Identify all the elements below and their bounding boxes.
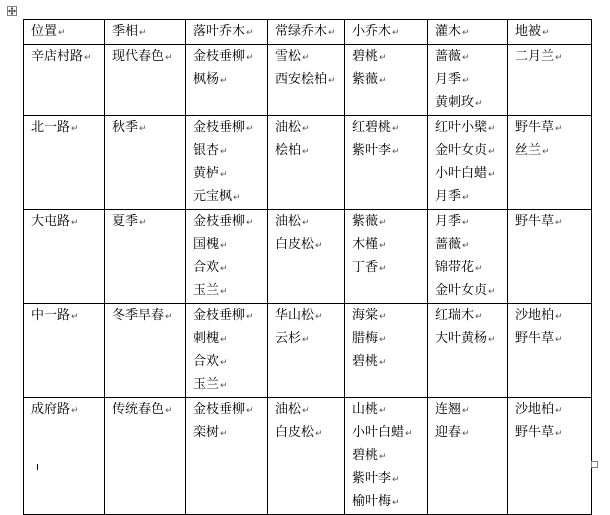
cell-line bbox=[515, 211, 591, 234]
cell-text: 油松 bbox=[275, 120, 302, 135]
cell-text: 红瑞木 bbox=[435, 308, 475, 323]
paragraph-mark-icon: ↵ bbox=[220, 147, 228, 157]
paragraph-mark-icon: ↵ bbox=[220, 241, 228, 251]
paragraph-mark-icon: ↵ bbox=[475, 264, 483, 274]
cell-text: 碧桃 bbox=[352, 354, 379, 369]
cell-text: 落叶乔木 bbox=[193, 24, 246, 39]
cell-text: 红叶小檗 bbox=[435, 120, 488, 135]
table-row bbox=[24, 210, 592, 304]
paragraph-mark-icon: ↵ bbox=[165, 53, 173, 63]
paragraph-mark-icon: ↵ bbox=[71, 406, 79, 416]
cell-text: 迎春 bbox=[435, 425, 462, 440]
cell-text: 二月兰 bbox=[515, 49, 555, 64]
cell-small-tree[interactable] bbox=[345, 116, 428, 210]
cell-line bbox=[435, 163, 507, 186]
paragraph-mark-icon: ↵ bbox=[462, 218, 470, 228]
cell-season[interactable] bbox=[105, 116, 186, 210]
paragraph-mark-icon: ↵ bbox=[246, 28, 254, 38]
paragraph-mark-icon: ↵ bbox=[379, 406, 387, 416]
header-row bbox=[24, 20, 592, 45]
cell-text: 枫杨 bbox=[193, 72, 220, 87]
cell-season[interactable] bbox=[105, 398, 186, 515]
cell-text: 传统春色 bbox=[112, 402, 165, 417]
cell-line bbox=[435, 305, 507, 328]
cell-text: 紫叶李 bbox=[352, 143, 392, 158]
cell-line bbox=[435, 117, 507, 140]
paragraph-mark-icon: ↵ bbox=[379, 312, 387, 322]
cell-line bbox=[193, 46, 267, 69]
cell-line bbox=[352, 211, 427, 234]
cell-text: 连翘 bbox=[435, 402, 462, 417]
cell-shrub[interactable] bbox=[428, 45, 508, 116]
cell-text: 桧柏 bbox=[275, 143, 302, 158]
cell-text: 油松 bbox=[275, 402, 302, 417]
cell-text: 野牛草 bbox=[515, 214, 555, 229]
cell-small-tree[interactable] bbox=[345, 398, 428, 515]
cell-location[interactable] bbox=[24, 304, 105, 398]
cell-text: 紫薇 bbox=[352, 72, 379, 87]
paragraph-mark-icon: ↵ bbox=[555, 124, 563, 134]
paragraph-mark-icon: ↵ bbox=[555, 429, 563, 439]
paragraph-mark-icon: ↵ bbox=[302, 406, 310, 416]
cell-ground[interactable] bbox=[508, 116, 592, 210]
cell-line bbox=[515, 21, 591, 44]
cell-line bbox=[515, 305, 591, 328]
header-cell[interactable] bbox=[186, 20, 268, 45]
cell-line bbox=[435, 46, 507, 69]
paragraph-mark-icon: ↵ bbox=[462, 28, 470, 38]
cell-line bbox=[193, 21, 267, 44]
cell-line bbox=[435, 186, 507, 209]
paragraph-mark-icon: ↵ bbox=[379, 241, 387, 251]
paragraph-mark-icon: ↵ bbox=[220, 170, 228, 180]
cell-text: 辛店村路 bbox=[31, 49, 84, 64]
planting-table bbox=[23, 19, 592, 515]
cell-small-tree[interactable] bbox=[345, 304, 428, 398]
cell-ground[interactable] bbox=[508, 398, 592, 515]
cell-line bbox=[352, 399, 427, 422]
paragraph-mark-icon: ↵ bbox=[165, 312, 173, 322]
cell-text: 雪松 bbox=[275, 49, 302, 64]
cell-text: 地被 bbox=[515, 24, 542, 39]
cell-text: 月季 bbox=[435, 214, 462, 229]
cell-line bbox=[435, 92, 507, 115]
cell-line bbox=[352, 468, 427, 491]
paragraph-mark-icon: ↵ bbox=[379, 358, 387, 368]
paragraph-mark-icon: ↵ bbox=[220, 76, 228, 86]
text-cursor bbox=[37, 464, 38, 470]
cell-evergreen[interactable] bbox=[268, 210, 345, 304]
paragraph-mark-icon: ↵ bbox=[139, 124, 147, 134]
cell-line bbox=[31, 117, 104, 140]
cell-shrub[interactable] bbox=[428, 398, 508, 515]
cell-line bbox=[352, 305, 427, 328]
cell-deciduous[interactable] bbox=[186, 210, 268, 304]
paragraph-mark-icon: ↵ bbox=[220, 381, 228, 391]
cell-text: 合欢 bbox=[193, 354, 220, 369]
cell-line bbox=[435, 280, 507, 303]
paragraph-mark-icon: ↵ bbox=[379, 264, 387, 274]
cell-text: 木槿 bbox=[352, 237, 379, 252]
cell-line bbox=[352, 46, 427, 69]
cell-text: 野牛草 bbox=[515, 331, 555, 346]
cell-line bbox=[515, 117, 591, 140]
paragraph-mark-icon: ↵ bbox=[71, 312, 79, 322]
paragraph-mark-icon: ↵ bbox=[392, 475, 400, 485]
paragraph-mark-icon: ↵ bbox=[139, 218, 147, 228]
paragraph-mark-icon: ↵ bbox=[392, 124, 400, 134]
paragraph-mark-icon: ↵ bbox=[220, 429, 228, 439]
cell-text: 碧桃 bbox=[352, 49, 379, 64]
paragraph-mark-icon: ↵ bbox=[462, 429, 470, 439]
paragraph-mark-icon: ↵ bbox=[379, 452, 387, 462]
cell-text: 沙地柏 bbox=[515, 308, 555, 323]
cell-text: 白皮松 bbox=[275, 237, 315, 252]
cell-small-tree[interactable] bbox=[345, 45, 428, 116]
paragraph-mark-icon: ↵ bbox=[392, 28, 400, 38]
cell-text: 野牛草 bbox=[515, 425, 555, 440]
paragraph-mark-icon: ↵ bbox=[71, 124, 79, 134]
cell-line bbox=[435, 422, 507, 445]
cell-line bbox=[275, 305, 344, 328]
paragraph-mark-icon: ↵ bbox=[302, 147, 310, 157]
cell-text: 刺槐 bbox=[193, 331, 220, 346]
paragraph-mark-icon: ↵ bbox=[379, 218, 387, 228]
paragraph-mark-icon: ↵ bbox=[379, 335, 387, 345]
cell-text: 玉兰 bbox=[193, 283, 220, 298]
paragraph-mark-icon: ↵ bbox=[475, 312, 483, 322]
cell-text: 蔷薇 bbox=[435, 237, 462, 252]
cell-line bbox=[112, 46, 185, 69]
cell-line bbox=[193, 305, 267, 328]
cell-line bbox=[275, 21, 344, 44]
cell-line bbox=[352, 140, 427, 163]
cell-text: 秋季 bbox=[112, 120, 139, 135]
cell-text: 位置 bbox=[31, 24, 58, 39]
cell-shrub[interactable] bbox=[428, 116, 508, 210]
cell-line bbox=[515, 140, 591, 163]
cell-line bbox=[193, 374, 267, 397]
cell-line bbox=[112, 305, 185, 328]
cell-text: 腊梅 bbox=[352, 331, 379, 346]
cell-line bbox=[435, 69, 507, 92]
cell-line bbox=[31, 21, 104, 44]
cell-text: 黄栌 bbox=[193, 166, 220, 181]
cell-line bbox=[352, 351, 427, 374]
cell-evergreen[interactable] bbox=[268, 398, 345, 515]
paragraph-mark-icon: ↵ bbox=[405, 429, 413, 439]
cell-line bbox=[193, 399, 267, 422]
paragraph-mark-icon: ↵ bbox=[315, 429, 323, 439]
paragraph-mark-icon: ↵ bbox=[555, 53, 563, 63]
cell-ground[interactable] bbox=[508, 210, 592, 304]
table-row bbox=[24, 304, 592, 398]
cell-line bbox=[352, 328, 427, 351]
paragraph-mark-icon: ↵ bbox=[462, 53, 470, 63]
header-cell[interactable] bbox=[268, 20, 345, 45]
cell-line bbox=[275, 422, 344, 445]
cell-location[interactable] bbox=[24, 45, 105, 116]
cell-text: 沙地柏 bbox=[515, 402, 555, 417]
table-row bbox=[24, 45, 592, 116]
paragraph-mark-icon: ↵ bbox=[462, 193, 470, 203]
cell-season[interactable] bbox=[105, 210, 186, 304]
cell-text: 月季 bbox=[435, 72, 462, 87]
paragraph-mark-icon: ↵ bbox=[220, 287, 228, 297]
cell-text: 季相 bbox=[112, 24, 139, 39]
cell-line bbox=[275, 140, 344, 163]
cell-text: 国槐 bbox=[193, 237, 220, 252]
paragraph-mark-icon: ↵ bbox=[328, 76, 336, 86]
paragraph-mark-icon: ↵ bbox=[58, 28, 66, 38]
cell-line bbox=[193, 257, 267, 280]
cell-line bbox=[435, 211, 507, 234]
paragraph-mark-icon: ↵ bbox=[488, 124, 496, 134]
paragraph-mark-icon: ↵ bbox=[315, 312, 323, 322]
cell-text: 小叶白蜡 bbox=[435, 166, 488, 181]
cell-text: 金枝垂柳 bbox=[193, 402, 246, 417]
cell-evergreen[interactable] bbox=[268, 116, 345, 210]
cell-text: 玉兰 bbox=[193, 377, 220, 392]
paragraph-mark-icon: ↵ bbox=[84, 53, 92, 63]
cell-text: 北一路 bbox=[31, 120, 71, 135]
cell-text: 大叶黄杨 bbox=[435, 331, 488, 346]
cell-line bbox=[275, 117, 344, 140]
cell-line bbox=[435, 399, 507, 422]
cell-text: 合欢 bbox=[193, 260, 220, 275]
cell-text: 中一路 bbox=[31, 308, 71, 323]
paragraph-mark-icon: ↵ bbox=[555, 218, 563, 228]
cell-deciduous[interactable] bbox=[186, 45, 268, 116]
cell-text: 锦带花 bbox=[435, 260, 475, 275]
cell-line bbox=[515, 399, 591, 422]
table-resize-handle[interactable] bbox=[591, 461, 598, 468]
cell-text: 月季 bbox=[435, 189, 462, 204]
cell-line bbox=[193, 422, 267, 445]
paragraph-mark-icon: ↵ bbox=[555, 335, 563, 345]
move-arrows-icon bbox=[8, 7, 16, 15]
cell-line bbox=[435, 328, 507, 351]
cell-line bbox=[193, 211, 267, 234]
paragraph-mark-icon: ↵ bbox=[246, 53, 254, 63]
cell-line bbox=[275, 328, 344, 351]
cell-line bbox=[275, 69, 344, 92]
cell-text: 金枝垂柳 bbox=[193, 120, 246, 135]
paragraph-mark-icon: ↵ bbox=[475, 99, 483, 109]
cell-text: 元宝枫 bbox=[193, 189, 233, 204]
cell-season[interactable] bbox=[105, 304, 186, 398]
cell-text: 金枝垂柳 bbox=[193, 308, 246, 323]
paragraph-mark-icon: ↵ bbox=[220, 335, 228, 345]
cell-line bbox=[275, 211, 344, 234]
table-row bbox=[24, 398, 592, 515]
paragraph-mark-icon: ↵ bbox=[392, 498, 400, 508]
cell-text: 银杏 bbox=[193, 143, 220, 158]
cell-line bbox=[193, 234, 267, 257]
cell-line bbox=[435, 234, 507, 257]
cell-text: 榆叶梅 bbox=[352, 494, 392, 509]
cell-location[interactable] bbox=[24, 398, 105, 515]
cell-text: 成府路 bbox=[31, 402, 71, 417]
cell-text: 金枝垂柳 bbox=[193, 214, 246, 229]
cell-text: 大屯路 bbox=[31, 214, 71, 229]
paragraph-mark-icon: ↵ bbox=[542, 147, 550, 157]
cell-text: 紫薇 bbox=[352, 214, 379, 229]
cell-line bbox=[193, 186, 267, 209]
cell-text: 黄刺玫 bbox=[435, 95, 475, 110]
paragraph-mark-icon: ↵ bbox=[220, 358, 228, 368]
paragraph-mark-icon: ↵ bbox=[555, 406, 563, 416]
cell-line bbox=[112, 21, 185, 44]
cell-line bbox=[31, 305, 104, 328]
header-cell[interactable] bbox=[428, 20, 508, 45]
cell-ground[interactable] bbox=[508, 45, 592, 116]
cell-line bbox=[31, 399, 104, 422]
paragraph-mark-icon: ↵ bbox=[246, 218, 254, 228]
table-move-handle[interactable] bbox=[7, 6, 17, 16]
cell-line bbox=[193, 163, 267, 186]
cell-text: 小乔木 bbox=[352, 24, 392, 39]
cell-line bbox=[193, 69, 267, 92]
cell-line bbox=[352, 69, 427, 92]
cell-text: 野牛草 bbox=[515, 120, 555, 135]
cell-season[interactable] bbox=[105, 45, 186, 116]
cell-line bbox=[515, 328, 591, 351]
cell-line bbox=[193, 351, 267, 374]
cell-line bbox=[435, 21, 507, 44]
paragraph-mark-icon: ↵ bbox=[379, 76, 387, 86]
cell-line bbox=[193, 140, 267, 163]
paragraph-mark-icon: ↵ bbox=[71, 218, 79, 228]
cell-line bbox=[352, 445, 427, 468]
cell-line bbox=[515, 46, 591, 69]
cell-text: 白皮松 bbox=[275, 425, 315, 440]
cell-line bbox=[435, 140, 507, 163]
paragraph-mark-icon: ↵ bbox=[302, 218, 310, 228]
cell-text: 山桃 bbox=[352, 402, 379, 417]
paragraph-mark-icon: ↵ bbox=[302, 335, 310, 345]
header-cell[interactable] bbox=[105, 20, 186, 45]
cell-line bbox=[112, 211, 185, 234]
cell-line bbox=[352, 117, 427, 140]
cell-line bbox=[112, 399, 185, 422]
cell-location[interactable] bbox=[24, 210, 105, 304]
cell-text: 碧桃 bbox=[352, 448, 379, 463]
cell-line bbox=[275, 234, 344, 257]
header-cell[interactable] bbox=[508, 20, 592, 45]
paragraph-mark-icon: ↵ bbox=[246, 124, 254, 134]
cell-text: 丝兰 bbox=[515, 143, 542, 158]
paragraph-mark-icon: ↵ bbox=[315, 241, 323, 251]
paragraph-mark-icon: ↵ bbox=[302, 53, 310, 63]
cell-text: 金叶女贞 bbox=[435, 143, 488, 158]
paragraph-mark-icon: ↵ bbox=[220, 264, 228, 274]
cell-deciduous[interactable] bbox=[186, 116, 268, 210]
cell-line bbox=[31, 211, 104, 234]
paragraph-mark-icon: ↵ bbox=[233, 193, 241, 203]
paragraph-mark-icon: ↵ bbox=[462, 76, 470, 86]
cell-text: 金叶女贞 bbox=[435, 283, 488, 298]
cell-evergreen[interactable] bbox=[268, 45, 345, 116]
paragraph-mark-icon: ↵ bbox=[488, 170, 496, 180]
cell-evergreen[interactable] bbox=[268, 304, 345, 398]
cell-line bbox=[193, 280, 267, 303]
paragraph-mark-icon: ↵ bbox=[328, 28, 336, 38]
cell-line bbox=[515, 422, 591, 445]
cell-text: 常绿乔木 bbox=[275, 24, 328, 39]
cell-line bbox=[193, 117, 267, 140]
paragraph-mark-icon: ↵ bbox=[462, 241, 470, 251]
cell-deciduous[interactable] bbox=[186, 304, 268, 398]
cell-small-tree[interactable] bbox=[345, 210, 428, 304]
cell-text: 夏季 bbox=[112, 214, 139, 229]
cell-text: 丁香 bbox=[352, 260, 379, 275]
paragraph-mark-icon: ↵ bbox=[542, 28, 550, 38]
paragraph-mark-icon: ↵ bbox=[488, 287, 496, 297]
paragraph-mark-icon: ↵ bbox=[379, 53, 387, 63]
cell-line bbox=[275, 399, 344, 422]
cell-ground[interactable] bbox=[508, 304, 592, 398]
cell-deciduous[interactable] bbox=[186, 398, 268, 515]
cell-line bbox=[352, 234, 427, 257]
cell-line bbox=[352, 491, 427, 514]
cell-text: 华山松 bbox=[275, 308, 315, 323]
cell-text: 灌木 bbox=[435, 24, 462, 39]
cell-text: 小叶白蜡 bbox=[352, 425, 405, 440]
paragraph-mark-icon: ↵ bbox=[302, 124, 310, 134]
cell-line bbox=[352, 21, 427, 44]
cell-line bbox=[352, 257, 427, 280]
cell-shrub[interactable] bbox=[428, 210, 508, 304]
cell-line bbox=[31, 46, 104, 69]
paragraph-mark-icon: ↵ bbox=[246, 312, 254, 322]
cell-text: 西安桧柏 bbox=[275, 72, 328, 87]
paragraph-mark-icon: ↵ bbox=[488, 147, 496, 157]
cell-text: 金枝垂柳 bbox=[193, 49, 246, 64]
header-cell[interactable] bbox=[345, 20, 428, 45]
cell-line bbox=[435, 257, 507, 280]
paragraph-mark-icon: ↵ bbox=[246, 406, 254, 416]
paragraph-mark-icon: ↵ bbox=[392, 147, 400, 157]
header-cell[interactable] bbox=[24, 20, 105, 45]
paragraph-mark-icon: ↵ bbox=[165, 406, 173, 416]
cell-text: 海棠 bbox=[352, 308, 379, 323]
cell-text: 现代春色 bbox=[112, 49, 165, 64]
cell-line bbox=[352, 422, 427, 445]
cell-text: 冬季早春 bbox=[112, 308, 165, 323]
cell-line bbox=[193, 328, 267, 351]
cell-line bbox=[275, 46, 344, 69]
cell-text: 紫叶李 bbox=[352, 471, 392, 486]
paragraph-mark-icon: ↵ bbox=[139, 28, 147, 38]
paragraph-mark-icon: ↵ bbox=[462, 406, 470, 416]
cell-text: 红碧桃 bbox=[352, 120, 392, 135]
paragraph-mark-icon: ↵ bbox=[488, 335, 496, 345]
cell-text: 云杉 bbox=[275, 331, 302, 346]
cell-text: 油松 bbox=[275, 214, 302, 229]
cell-text: 栾树 bbox=[193, 425, 220, 440]
table-row bbox=[24, 116, 592, 210]
cell-text: 蔷薇 bbox=[435, 49, 462, 64]
paragraph-mark-icon: ↵ bbox=[555, 312, 563, 322]
cell-shrub[interactable] bbox=[428, 304, 508, 398]
cell-location[interactable] bbox=[24, 116, 105, 210]
cell-line bbox=[112, 117, 185, 140]
